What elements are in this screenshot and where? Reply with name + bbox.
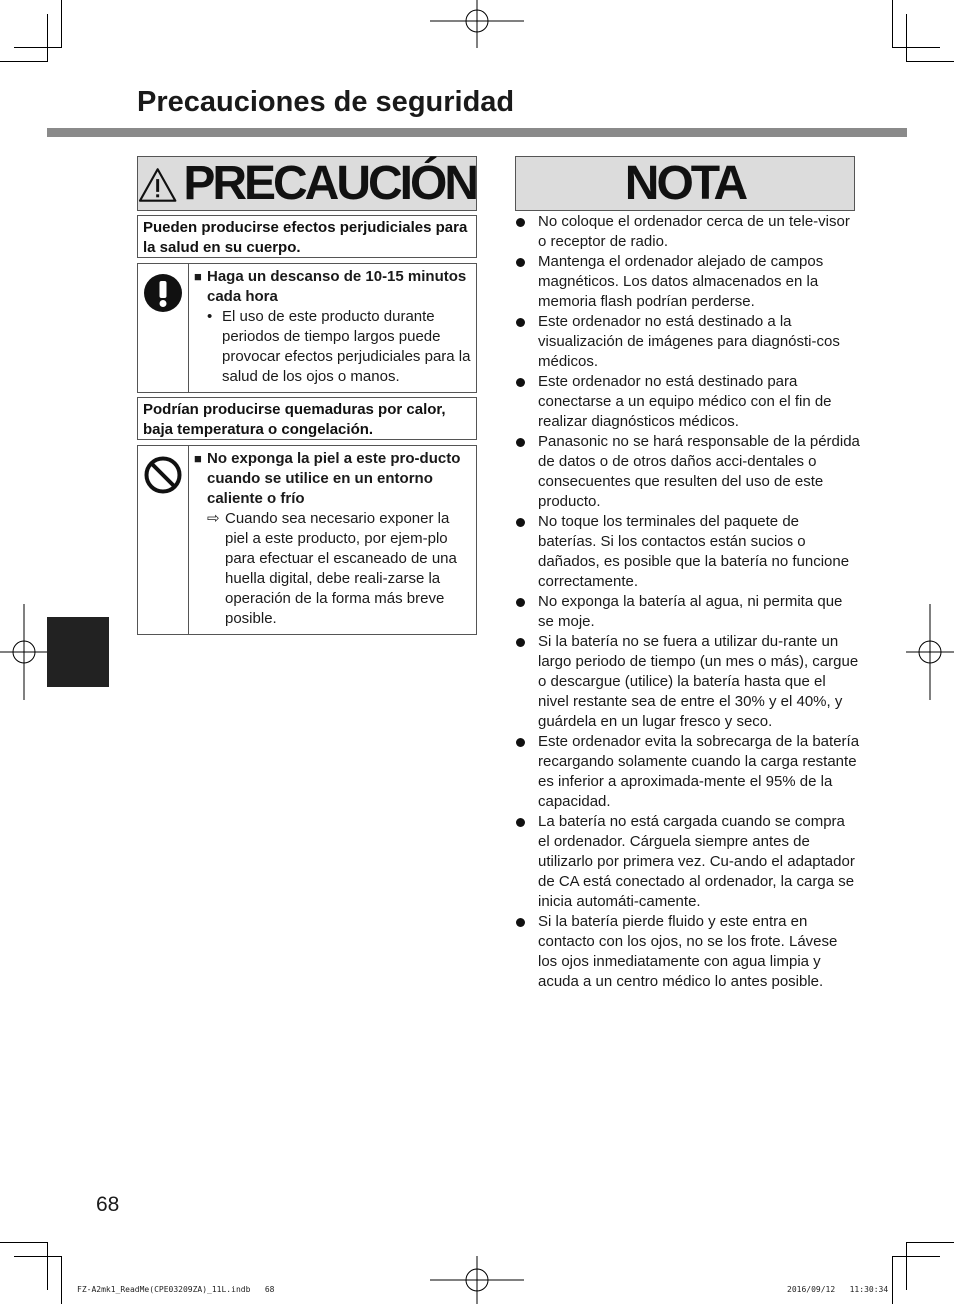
precaucion-subheading: Podrían producirse quemaduras por calor, baja temperatura o congelación. [137,397,477,440]
list-item: Mantenga el ordenador alejado de campos magnéticos. Los datos almacenados en la memoria flash podrían perderse. [515,252,860,312]
square-bullet-icon: ■ [194,451,202,466]
footer-timestamp: 2016/09/12 11:30:34 [787,1285,889,1294]
prohibition-icon [143,455,183,495]
precaucion-text-cell [189,264,476,392]
registration-mark-icon [0,604,48,700]
section-tab [47,617,109,687]
precaucion-subheading: Pueden producirse efectos perjudiciales para la salud en su cuerpo. [137,215,477,258]
precaucion-table [137,263,477,393]
registration-mark-icon [430,0,524,48]
list-item: No exponga la batería al agua, ni permita que se moje. [515,592,860,632]
crop-mark [907,61,954,62]
footer-file-info: FZ-A2mk1_ReadMe(CPE03209ZA)_11L.indb 68 [77,1285,275,1294]
crop-mark [906,14,907,62]
precaucion-table [137,445,477,635]
nota-list [515,212,860,992]
precaucion-text-cell [189,446,476,634]
icon-cell [138,446,189,634]
registration-mark-icon [906,604,954,700]
title-rule [47,128,907,137]
item-title: Haga un descanso de 10-15 minutos cada hora [207,268,467,305]
item-text: El uso de este producto durante periodos de tiempo largos puede provocar efectos perjudiciales para la salud de los ojos o manos. [222,308,471,385]
crop-mark [892,1257,893,1304]
precaucion-header [137,156,477,211]
item-detail [194,509,472,629]
item-title-row [194,267,472,307]
square-bullet-icon: ■ [194,269,202,284]
list-item: Si la batería pierde fluido y este entra en contacto con los ojos, no se los frote. Lávese los ojos inmediatamente con agua limpia y acuda a un centro médico lo antes posible. [515,912,860,992]
warning-triangle-icon [138,166,177,204]
nota-header [515,156,855,211]
item-title-row [194,449,472,509]
crop-mark [892,47,940,48]
registration-mark-icon [430,1256,524,1304]
list-item: Este ordenador no está destinado para conectarse a un equipo médico con el fin de realizar diagnósticos médicos. [515,372,860,432]
crop-mark [14,1256,62,1257]
crop-mark [61,0,62,47]
crop-mark [906,1242,907,1290]
crop-mark [47,14,48,62]
crop-mark [47,1242,48,1290]
nota-heading: NOTA [624,156,746,210]
crop-mark [14,47,62,48]
item-text: Cuando sea necesario exponer la piel a este producto, por ejem-plo para efectuar el escaneado de una huella digital, debe reali-zarse la operación de la forma más breve posible. [225,510,457,627]
list-item: No toque los terminales del paquete de baterías. Si los contactos están sucios o dañados, es posible que la batería no funcione correctamente. [515,512,860,592]
list-item: Este ordenador no está destinado a la visualización de imágenes para diagnósti-cos médicos. [515,312,860,372]
list-item: No coloque el ordenador cerca de un tele-visor o receptor de radio. [515,212,860,252]
list-item: La batería no está cargada cuando se compra el ordenador. Cárguela siempre antes de utilizarlo por primera vez. Cu-ando el adaptador de CA está conectado al ordenador, la carga se inicia automáti-camente. [515,812,860,912]
list-item: Si la batería no se fuera a utilizar du-rante un largo periodo de tiempo (un mes o más), cargue o descargue (utilice) la batería hasta que el nivel restante sea de entre el 30% y el 40%, y guárdela en un lugar fresco y seco. [515,632,860,732]
item-detail [194,307,472,387]
list-item: Este ordenador evita la sobrecarga de la batería recargando solamente cuando la carga restante es inferior a aproximada-mente el 95% de la capacidad. [515,732,860,812]
page-number: 68 [96,1193,120,1216]
item-title: No exponga la piel a este pro-ducto cuando se utilice en un entorno caliente o frío [207,450,461,507]
crop-mark [0,61,47,62]
icon-cell [138,264,189,392]
crop-mark [892,0,893,47]
crop-mark [61,1257,62,1304]
exclamation-icon [143,273,183,313]
crop-mark [907,1242,954,1243]
bullet-marker: • [207,308,213,325]
list-item: Panasonic no se hará responsable de la pérdida de datos o de otros daños acci-dentales o consecuentes que resulten del uso de este producto. [515,432,860,512]
page-title: Precauciones de seguridad [137,86,515,118]
crop-mark [0,1242,47,1243]
precaucion-heading: PRECAUCIÓN [183,156,476,210]
crop-mark [892,1256,940,1257]
arrow-marker: ⇨ [207,510,220,527]
